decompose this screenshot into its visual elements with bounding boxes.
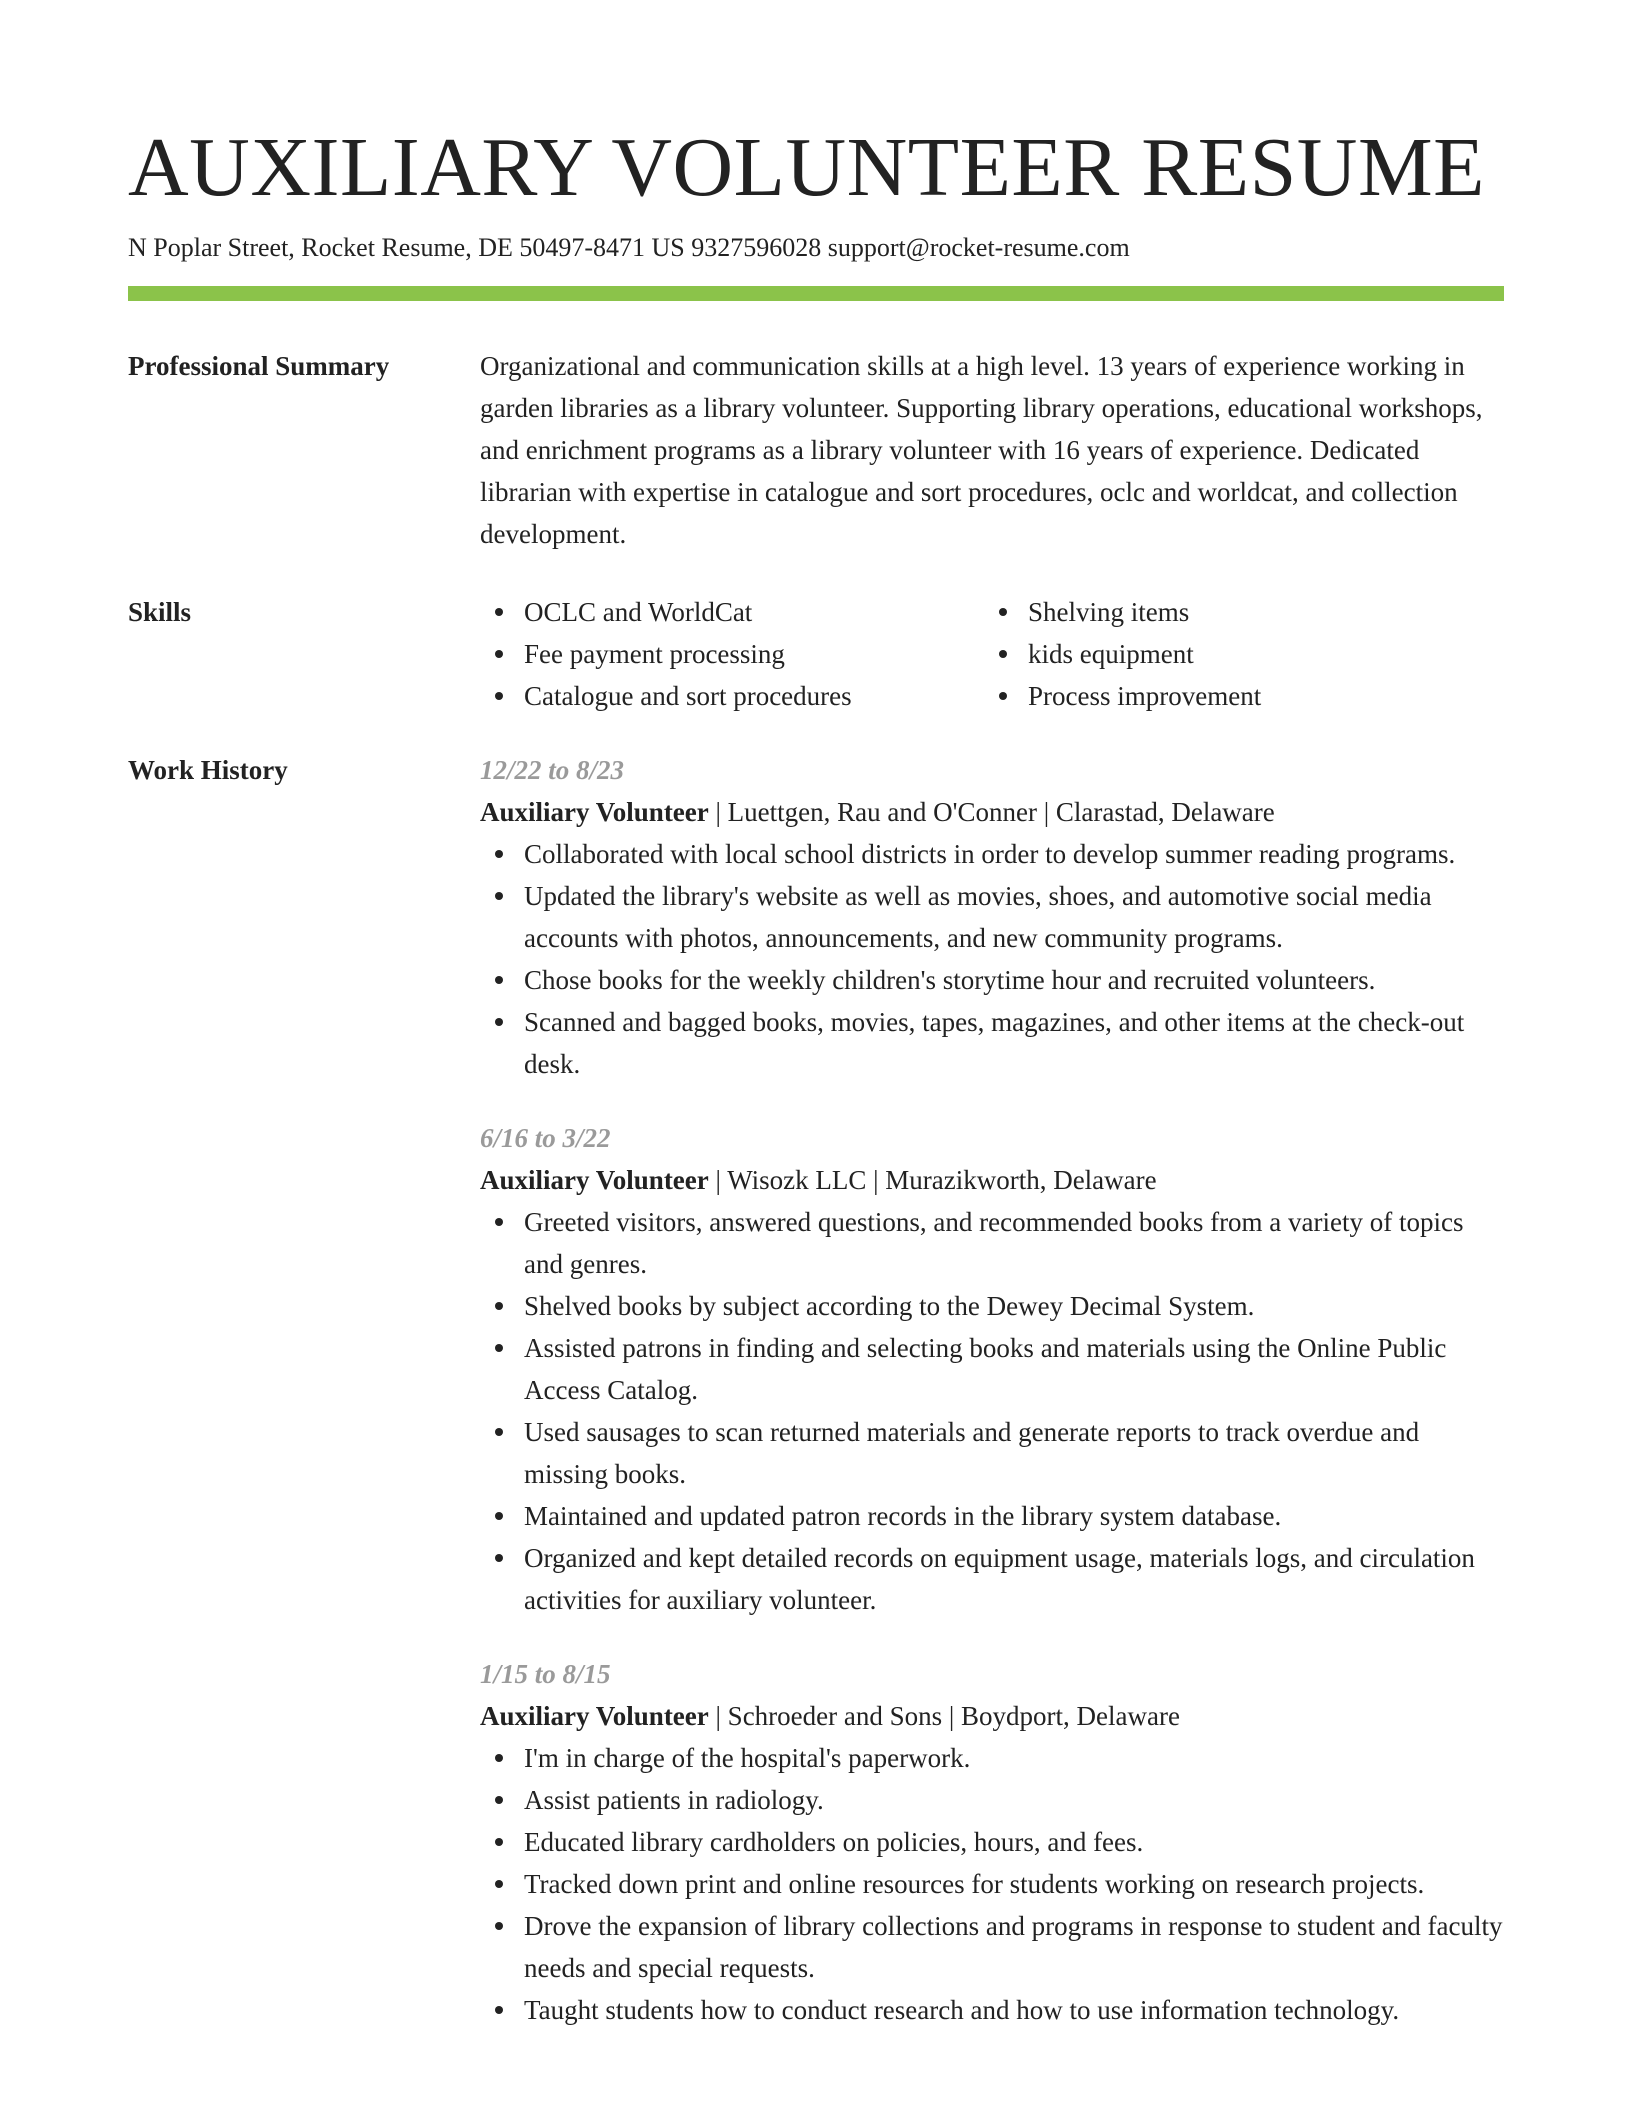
skills-heading: Skills	[128, 597, 192, 627]
job-company: Luettgen, Rau and O'Conner	[727, 797, 1037, 827]
job-bullet: Scanned and bagged books, movies, tapes, magazines, and other items at the check-out desk.	[480, 1001, 1504, 1085]
job-separator: |	[708, 797, 728, 827]
job-location: Boydport, Delaware	[961, 1701, 1180, 1731]
job-entry	[480, 1653, 1504, 2031]
job-bullet: Chose books for the weekly children's storytime hour and recruited volunteers.	[480, 959, 1504, 1001]
job-bullet: Collaborated with local school districts in order to develop summer reading programs.	[480, 833, 1504, 875]
job-separator: |	[1036, 797, 1056, 827]
resume-title: AUXILIARY VOLUNTEER RESUME	[128, 121, 1485, 214]
job-bullet: Used sausages to scan returned materials and generate reports to track overdue and missing books.	[480, 1411, 1504, 1495]
summary-text: Organizational and communication skills at a high level. 13 years of experience working in garden libraries as a library volunteer. Supporting library operations, educational workshops, and enrichment programs as a library volunteer with 16 years of experience. Dedicated librarian with expertise in catalogue and sort procedures, oclc and worldcat, and collection development.	[480, 351, 1483, 549]
job-bullet: Tracked down print and online resources for students working on research projects.	[480, 1863, 1504, 1905]
skill-item: Catalogue and sort procedures	[480, 675, 984, 717]
job-header	[480, 1159, 1504, 1201]
skill-item: Fee payment processing	[480, 633, 984, 675]
skill-item: OCLC and WorldCat	[480, 591, 984, 633]
job-role: Auxiliary Volunteer	[480, 1701, 709, 1731]
job-header	[480, 1695, 1504, 1737]
job-bullets	[480, 833, 1504, 1085]
accent-divider	[128, 286, 1504, 301]
job-entry	[480, 749, 1504, 1085]
contact-line: N Poplar Street, Rocket Resume, DE 50497-8471 US 9327596028 support@rocket-resume.com	[128, 233, 1130, 262]
summary-body	[480, 345, 1504, 555]
job-bullets	[480, 1201, 1504, 1621]
job-dates: 6/16 to 3/22	[480, 1123, 611, 1153]
job-location: Clarastad, Delaware	[1055, 797, 1275, 827]
skills-grid	[480, 591, 1504, 717]
job-bullet: Educated library cardholders on policies, hours, and fees.	[480, 1821, 1504, 1863]
job-bullet: I'm in charge of the hospital's paperwork.	[480, 1737, 1504, 1779]
job-dates: 12/22 to 8/23	[480, 755, 625, 785]
work-history-heading: Work History	[128, 755, 288, 785]
skills-body	[480, 591, 1504, 717]
summary-heading: Professional Summary	[128, 351, 390, 381]
job-bullet: Organized and kept detailed records on equipment usage, materials logs, and circulation activities for auxiliary volunteer.	[480, 1537, 1504, 1621]
job-separator: |	[866, 1165, 886, 1195]
job-role: Auxiliary Volunteer	[480, 797, 709, 827]
job-header	[480, 791, 1504, 833]
skill-item: Shelving items	[984, 591, 1488, 633]
job-entry	[480, 1117, 1504, 1621]
job-bullet: Updated the library's website as well as movies, shoes, and automotive social media accounts with photos, announcements, and new community programs.	[480, 875, 1504, 959]
job-dates: 1/15 to 8/15	[480, 1659, 611, 1689]
job-company: Schroeder and Sons	[727, 1701, 943, 1731]
skill-item: Process improvement	[984, 675, 1488, 717]
job-bullet: Shelved books by subject according to the Dewey Decimal System.	[480, 1285, 1504, 1327]
job-separator: |	[708, 1701, 728, 1731]
job-bullet: Assist patients in radiology.	[480, 1779, 1504, 1821]
job-separator: |	[708, 1165, 728, 1195]
job-bullet: Maintained and updated patron records in the library system database.	[480, 1495, 1504, 1537]
job-role: Auxiliary Volunteer	[480, 1165, 709, 1195]
job-bullet: Taught students how to conduct research and how to use information technology.	[480, 1989, 1504, 2031]
skills-column-right	[984, 591, 1488, 717]
job-separator: |	[942, 1701, 962, 1731]
job-bullets	[480, 1737, 1504, 2031]
skill-item: kids equipment	[984, 633, 1488, 675]
job-bullet: Drove the expansion of library collections and programs in response to student and faculty needs and special requests.	[480, 1905, 1504, 1989]
job-bullet: Assisted patrons in finding and selecting books and materials using the Online Public Access Catalog.	[480, 1327, 1504, 1411]
job-company: Wisozk LLC	[727, 1165, 867, 1195]
work-history-body	[480, 749, 1504, 2063]
job-bullet: Greeted visitors, answered questions, and recommended books from a variety of topics and genres.	[480, 1201, 1504, 1285]
job-location: Murazikworth, Delaware	[885, 1165, 1157, 1195]
skills-column-left	[480, 591, 984, 717]
